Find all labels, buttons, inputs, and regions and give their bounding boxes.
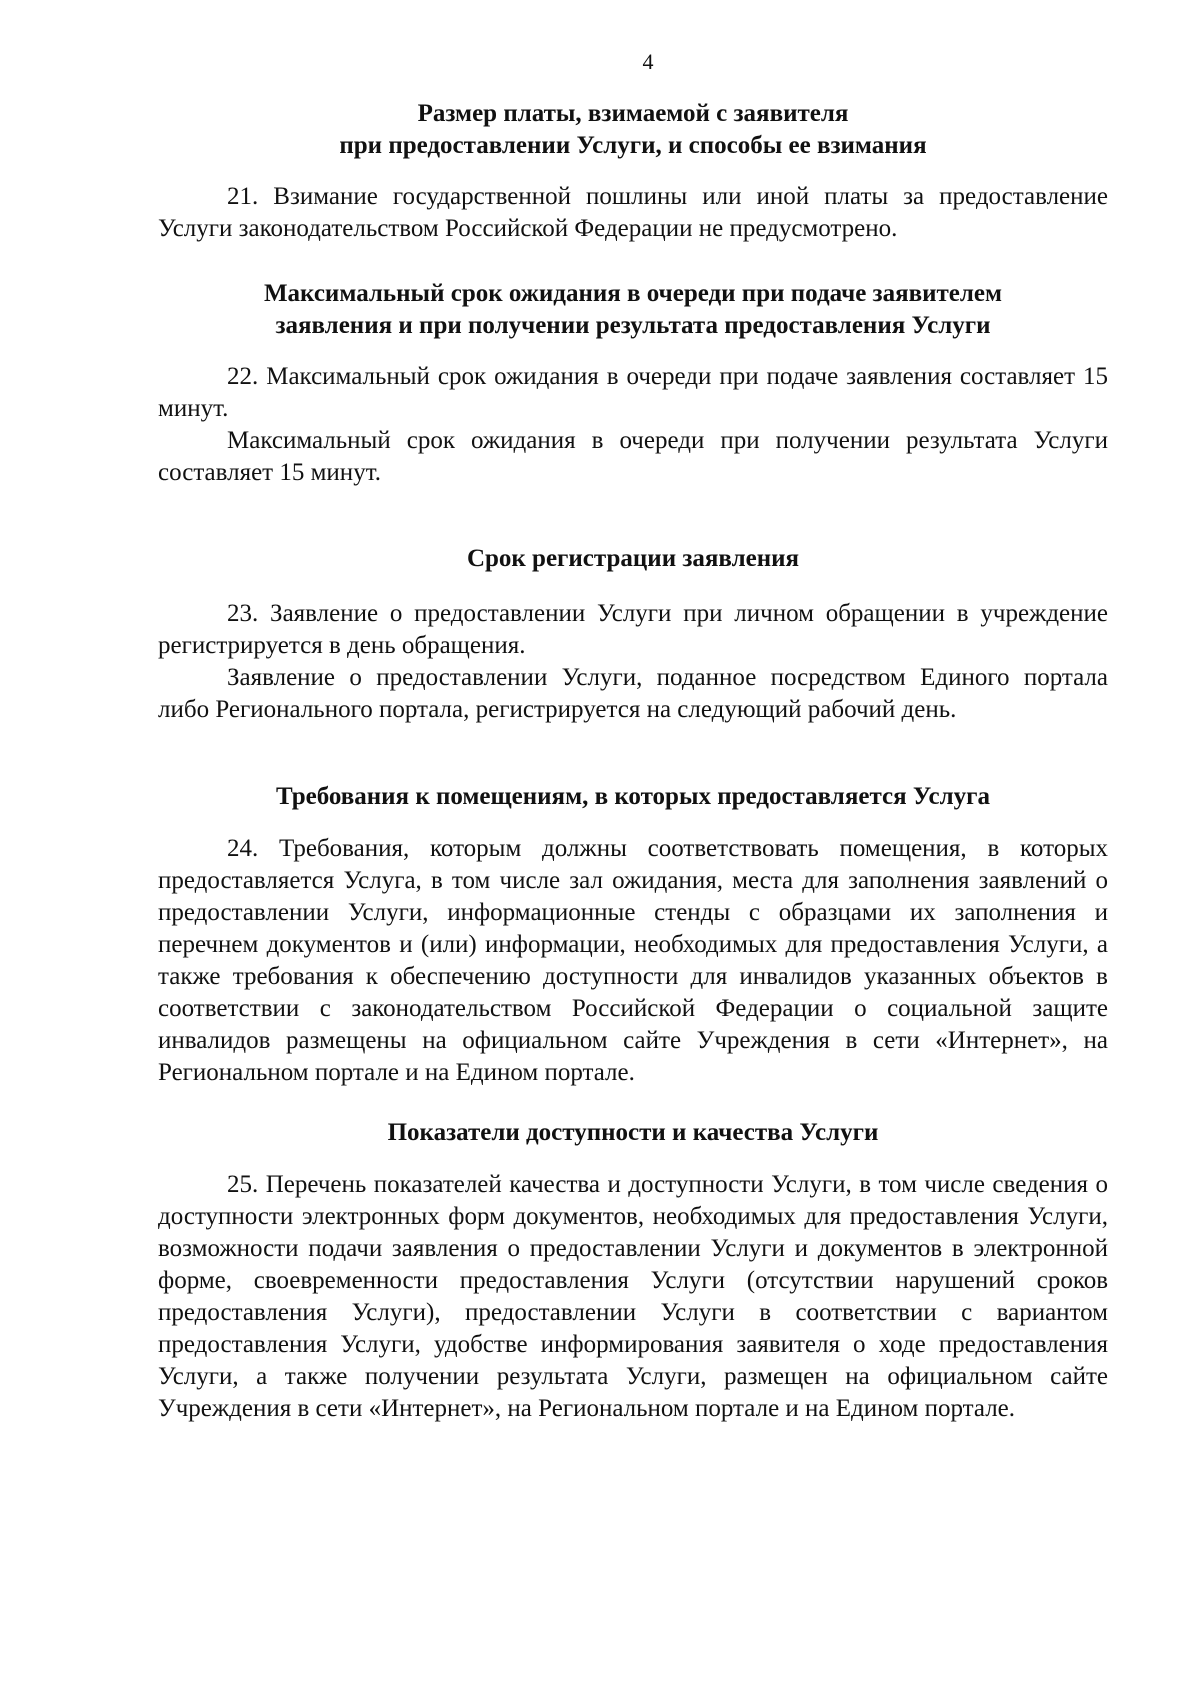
paragraph-25: 25. Перечень показателей качества и доступности Услуги, в том числе сведения о доступности электронных форм документов, необходимых для предоставления Услуги, возможности подачи заявления о предоставлении Услуги и документов в электронной форме, своевременности предоставления Услуги (отсутствии нарушений сроков предоставления Услуги), предоставлении Услуги в соответствии с вариантом предоставления Услуги, удобстве информирования заявителя о ходе предоставления Услуги, а также получении результата Услуги, размещен на официальном сайте Учреждения в сети «Интернет», на Региональном портале и на Едином портале.	[158, 1171, 1108, 1422]
heading-line: Максимальный срок ожидания в очереди при подаче заявителем	[263, 280, 1003, 307]
heading-line: при предоставлении Услуги, и способы ее взимания	[339, 132, 927, 159]
heading-line: Требования к помещениям, в которых предоставляется Услуга	[275, 783, 991, 810]
paragraph-24: 24. Требования, которым должны соответствовать помещения, в которых предоставляется Услуга, в том числе зал ожидания, места для заполнения заявлений о предоставлении Услуги, информационные стенды с образцами их заполнения и перечнем документов и (или) информации, необходимых для предоставления Услуги, а также требования к обеспечению доступности для инвалидов указанных объектов в соответствии с законодательством Российской Федерации о социальной защите инвалидов размещены на официальном сайте Учреждения в сети «Интернет», на Региональном портале и на Едином портале.	[158, 835, 1108, 1086]
heading-line: Показатели доступности и качества Услуги	[387, 1119, 879, 1146]
section-quality-indicators	[158, 1117, 1108, 1425]
heading-line: заявления и при получении результата предоставления Услуги	[275, 312, 991, 339]
section-premises-requirements	[158, 781, 1108, 1089]
section-fee	[158, 98, 1108, 245]
paragraph-21: 21. Взимание государственной пошлины или иной платы за предоставление Услуги законодательством Российской Федерации не предусмотрено.	[158, 183, 1108, 242]
paragraph-22: 22. Максимальный срок ожидания в очереди при подаче заявления составляет 15 минут.	[158, 363, 1108, 422]
section-heading	[158, 781, 1108, 813]
heading-line: Размер платы, взимаемой с заявителя	[417, 100, 849, 127]
section-heading	[158, 98, 1108, 162]
section-registration-term	[158, 543, 1108, 726]
heading-line: Срок регистрации заявления	[466, 545, 800, 572]
paragraph-23-continued: Заявление о предоставлении Услуги, поданное посредством Единого портала либо Регионального портала, регистрируется на следующий рабочий день.	[158, 664, 1108, 723]
paragraph-22-continued: Максимальный срок ожидания в очереди при получении результата Услуги составляет 15 минут.	[158, 427, 1108, 486]
paragraph-23: 23. Заявление о предоставлении Услуги при личном обращении в учреждение регистрируется в день обращения.	[158, 600, 1108, 659]
section-heading	[158, 543, 1108, 575]
section-heading	[158, 1117, 1108, 1149]
section-queue-time	[158, 278, 1108, 489]
section-heading	[158, 278, 1108, 342]
page-number: 4	[642, 49, 654, 74]
